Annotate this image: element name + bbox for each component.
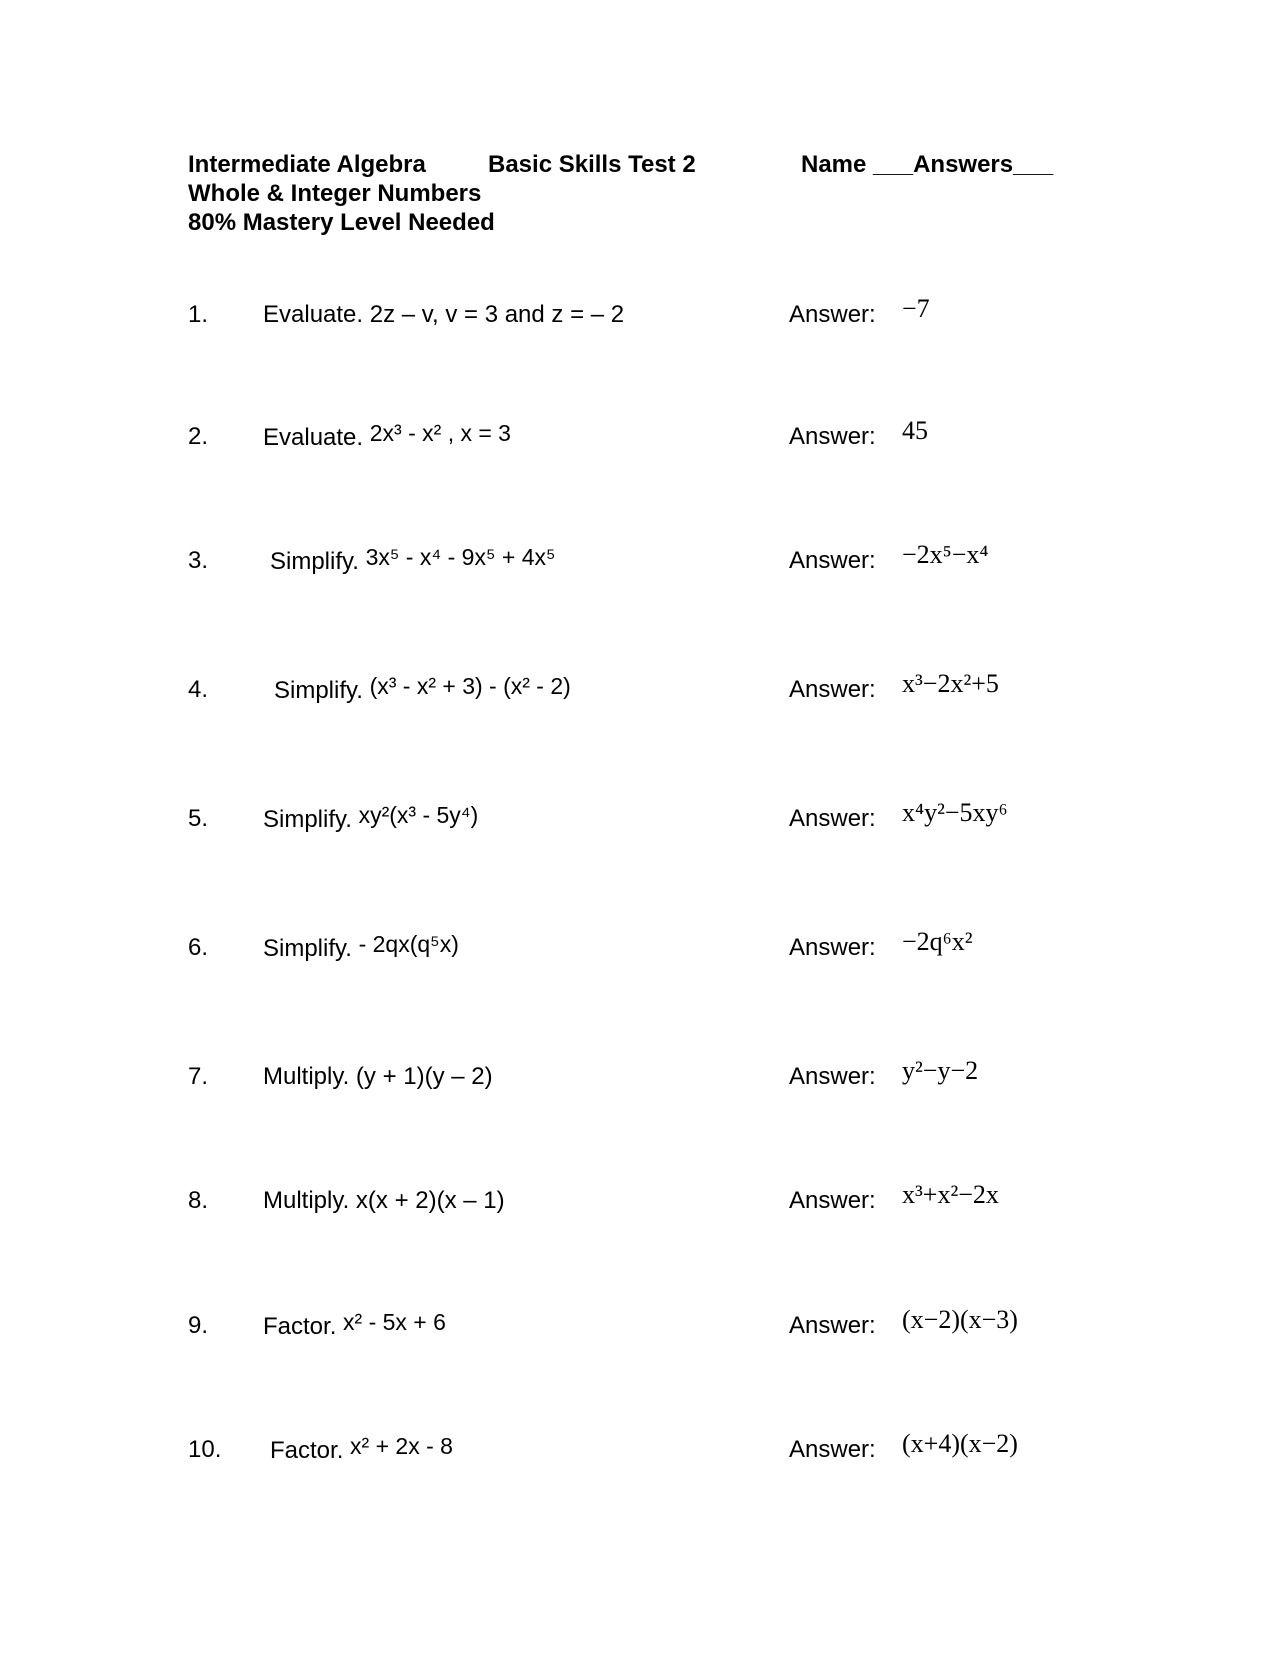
question-verb: Simplify. — [270, 548, 359, 575]
answer-label: Answer: — [789, 934, 876, 961]
question-number: 1. — [188, 301, 209, 328]
question-number: 7. — [188, 1063, 209, 1090]
question-number: 3. — [188, 547, 209, 574]
answer-value: (x+4)(x−2) — [902, 1429, 1018, 1458]
question-expression: (y + 1)(y – 2) — [355, 1063, 493, 1090]
question-number: 4. — [188, 676, 209, 703]
question-expression: x² + 2x - 8 — [350, 1433, 453, 1459]
answer-label: Answer: — [789, 676, 876, 703]
question-text — [270, 546, 556, 577]
answer-label: Answer: — [789, 805, 876, 832]
question-verb: Factor. — [263, 1313, 337, 1340]
answer-value: −2q⁶x² — [902, 927, 973, 956]
question-number: 5. — [188, 805, 209, 832]
answer-value: x³+x²−2x — [902, 1180, 999, 1209]
question-number: 6. — [188, 934, 209, 961]
question-expression: - 2qx(q⁵x) — [358, 931, 459, 957]
question-row-10 — [0, 1429, 1280, 1495]
answer-label: Answer: — [789, 1063, 876, 1090]
answer-value: (x−2)(x−3) — [902, 1305, 1018, 1334]
answer-label: Answer: — [789, 301, 876, 328]
question-row-7 — [0, 1056, 1280, 1122]
question-text — [263, 804, 478, 835]
name-line: Name ___Answers___ — [801, 151, 1054, 178]
question-verb: Factor. — [270, 1437, 344, 1464]
question-number: 9. — [188, 1312, 209, 1339]
course-title: Intermediate Algebra — [188, 151, 426, 178]
question-number: 2. — [188, 423, 209, 450]
test-title: Basic Skills Test 2 — [488, 151, 696, 178]
answer-label: Answer: — [789, 423, 876, 450]
question-text — [263, 1186, 505, 1216]
answer-value: x⁴y²−5xy⁶ — [902, 798, 1008, 827]
question-text — [263, 300, 624, 330]
question-text — [263, 422, 511, 453]
question-row-8 — [0, 1180, 1280, 1246]
question-verb: Simplify. — [263, 806, 352, 833]
question-verb: Multiply. — [263, 1063, 350, 1090]
question-expression: x(x + 2)(x – 1) — [355, 1187, 505, 1214]
question-expression: x² - 5x + 6 — [343, 1309, 446, 1335]
question-expression: 2z – v, v = 3 and z = – 2 — [369, 301, 625, 328]
answer-value: −2x⁵−x⁴ — [902, 540, 989, 569]
answer-value: y²−y−2 — [902, 1056, 979, 1085]
question-verb: Evaluate. — [263, 424, 364, 451]
topic-subtitle: Whole & Integer Numbers — [188, 180, 482, 207]
question-verb: Simplify. — [263, 935, 352, 962]
answer-label: Answer: — [789, 1436, 876, 1463]
question-row-5 — [0, 798, 1280, 864]
answer-value: −7 — [902, 294, 930, 323]
question-text — [263, 933, 459, 964]
question-text — [274, 675, 571, 706]
answer-label: Answer: — [789, 1187, 876, 1214]
question-text — [263, 1311, 446, 1342]
question-expression: (x³ - x² + 3) - (x² - 2) — [369, 673, 571, 699]
question-expression: 2x³ - x² , x = 3 — [369, 420, 511, 446]
question-number: 8. — [188, 1187, 209, 1214]
question-verb: Evaluate. — [263, 301, 364, 328]
question-row-2 — [0, 416, 1280, 482]
mastery-level: 80% Mastery Level Needed — [188, 209, 495, 236]
answer-label: Answer: — [789, 547, 876, 574]
question-expression: xy²(x³ - 5y⁴) — [358, 802, 479, 828]
question-text — [263, 1062, 493, 1092]
question-row-1 — [0, 294, 1280, 360]
question-row-9 — [0, 1305, 1280, 1371]
question-text — [270, 1435, 453, 1466]
answer-label: Answer: — [789, 1312, 876, 1339]
answer-value: x³−2x²+5 — [902, 669, 999, 698]
question-verb: Simplify. — [274, 677, 363, 704]
question-verb: Multiply. — [263, 1187, 350, 1214]
question-row-3 — [0, 540, 1280, 606]
question-row-4 — [0, 669, 1280, 735]
question-number: 10. — [188, 1436, 222, 1463]
answer-value: 45 — [902, 416, 928, 445]
question-expression: 3x⁵ - x⁴ - 9x⁵ + 4x⁵ — [365, 544, 556, 570]
question-row-6 — [0, 927, 1280, 993]
